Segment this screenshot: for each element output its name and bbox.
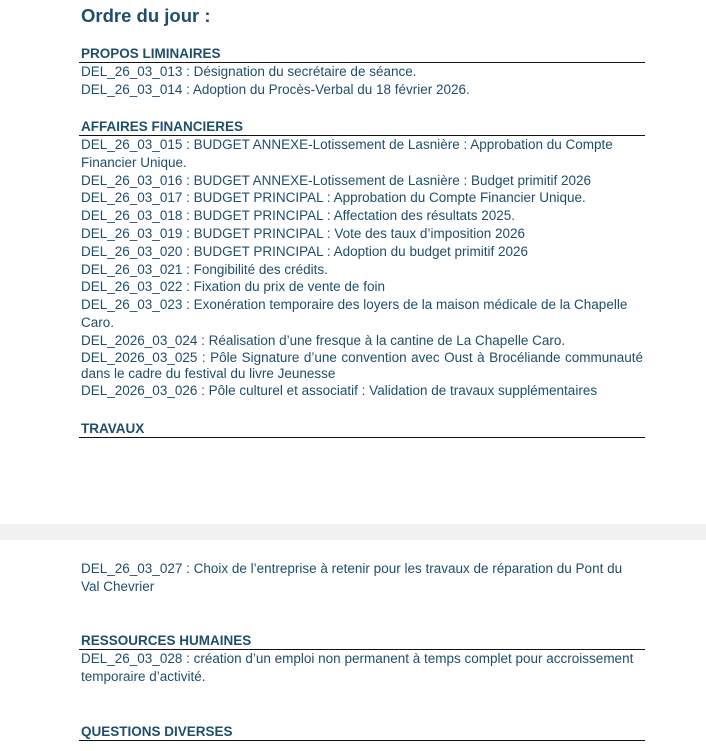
agenda-item: DEL_2026_03_026 : Pôle culturel et associatif : Validation de travaux supplémentaires [81,382,598,398]
section-heading: QUESTIONS DIVERSES [79,724,645,741]
section-ressources-humaines [79,633,645,686]
agenda-item: DEL_26_03_018 : BUDGET PRINCIPAL : Affectation des résultats 2025. [81,208,515,224]
agenda-item: DEL_26_03_022 : Fixation du prix de vente de foin [81,279,385,295]
section-travaux [79,421,645,438]
agenda-item: DEL_26_03_016 : BUDGET ANNEXE-Lotissement de Lasnière : Budget primitif 2026 [81,172,592,188]
section-affaires-financieres [79,119,645,399]
agenda-item: DEL_2026_03_025 : Pôle Signature d’une convention avec Oust à Brocéliande communauté dans le cadre du festival du livre Jeunesse [81,349,643,382]
agenda-item: DEL_26_03_017 : BUDGET PRINCIPAL : Approbation du Compte Financier Unique. [81,190,586,206]
agenda-item: DEL_26_03_023 : Exonération temporaire des loyers de la maison médicale de la Chapelle Caro. [81,297,628,330]
agenda-item: DEL_26_03_027 : Choix de l’entreprise à retenir pour les travaux de réparation du Pont du Val Chevrier [81,561,623,594]
agenda-item: DEL_26_03_015 : BUDGET ANNEXE-Lotissement de Lasnière : Approbation du Compte Financier Unique. [81,137,613,170]
agenda-item: DEL_26_03_020 : BUDGET PRINCIPAL : Adoption du budget primitif 2026 [81,243,529,259]
agenda-item: DEL_26_03_021 : Fongibilité des crédits. [81,261,328,277]
page-separator [0,524,706,540]
section-heading: PROPOS LIMINAIRES [79,46,645,63]
section-heading: TRAVAUX [79,421,645,438]
agenda-item: DEL_2026_03_024 : Réalisation d’une fresque à la cantine de La Chapelle Caro. [81,332,566,348]
agenda-item: DEL_26_03_014 : Adoption du Procès-Verbal du 18 février 2026. [81,81,470,97]
agenda-item: DEL_26_03_028 : création d’un emploi non permanent à temps complet pour accroissement temporaire d’activité. [81,651,634,684]
agenda-item: DEL_26_03_019 : BUDGET PRINCIPAL : Vote des taux d’imposition 2026 [81,225,526,241]
agenda-item: DEL_26_03_013 : Désignation du secrétaire de séance. [81,64,417,79]
section-heading: RESSOURCES HUMAINES [79,633,645,650]
section-travaux-items [81,560,643,596]
document-page-2 [0,540,706,751]
section-questions-diverses [79,724,645,741]
section-heading: AFFAIRES FINANCIERES [79,119,645,136]
agenda-title: Ordre du jour : [81,5,211,26]
section-propos-liminaires [79,46,645,99]
